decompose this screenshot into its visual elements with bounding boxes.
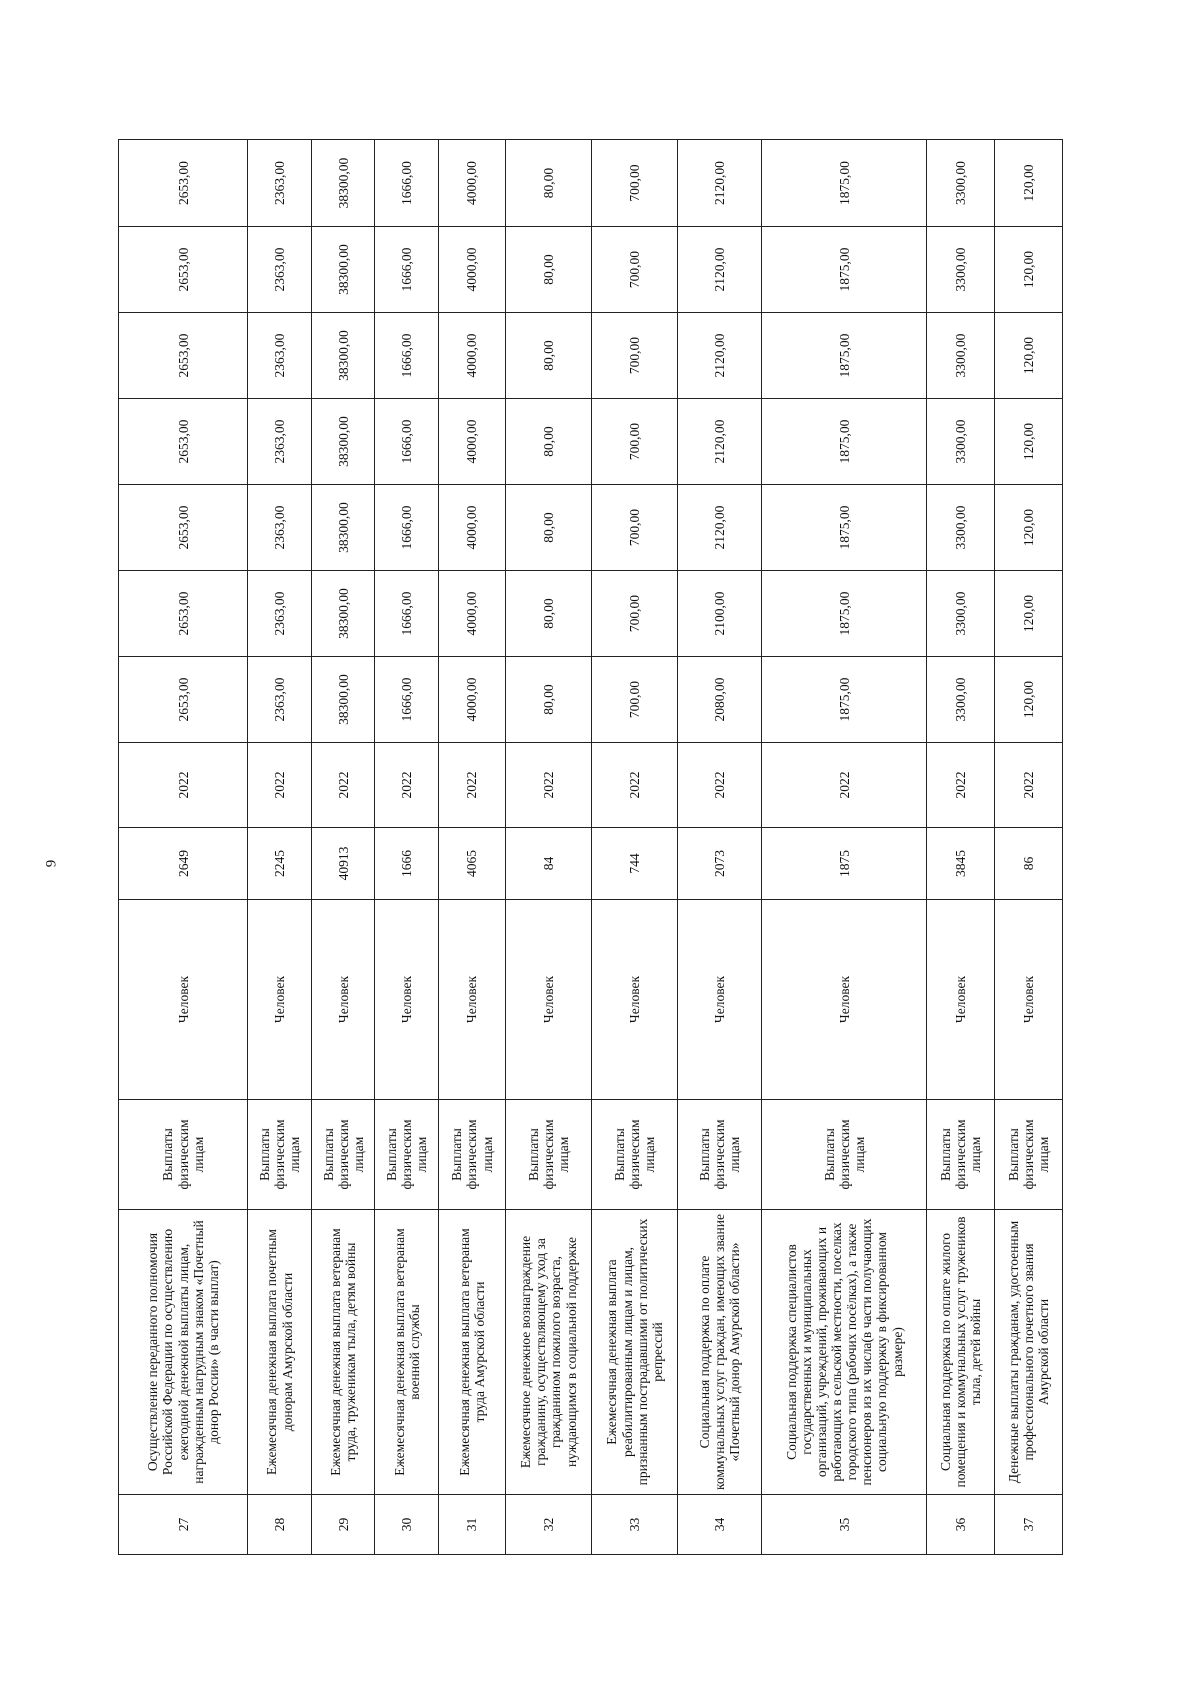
row-number-cell: 35 <box>762 1495 927 1555</box>
description-cell: Ежемесячная денежная выплата ветеранам труда Амурской области <box>439 1210 506 1495</box>
count-cell: 744 <box>592 828 678 900</box>
value-cell-v6: 80,00 <box>505 227 591 313</box>
year-cell: 2022 <box>248 743 312 828</box>
value-cell-v1: 2653,00 <box>119 657 248 743</box>
value-cell-v6: 2120,00 <box>678 227 762 313</box>
value-cell-v2: 38300,00 <box>311 571 375 657</box>
value-cell-v1: 2363,00 <box>248 657 312 743</box>
table-row <box>762 140 927 1555</box>
value-cell-v4: 2120,00 <box>678 399 762 485</box>
row-number-cell: 31 <box>439 1495 506 1555</box>
value-cell-v1: 2080,00 <box>678 657 762 743</box>
value-cell-v3: 700,00 <box>592 485 678 571</box>
payment-type-cell: Выплаты физическим лицам <box>505 1100 591 1210</box>
unit-cell: Человек <box>248 900 312 1100</box>
value-cell-v2: 3300,00 <box>927 571 995 657</box>
row-number-cell: 30 <box>375 1495 439 1555</box>
value-cell-v2: 2653,00 <box>119 571 248 657</box>
value-cell-v3: 1875,00 <box>762 485 927 571</box>
unit-cell: Человек <box>592 900 678 1100</box>
description-cell: Ежемесячная денежная выплата почетным донорам Амурской области <box>248 1210 312 1495</box>
row-number-cell: 34 <box>678 1495 762 1555</box>
unit-cell: Человек <box>311 900 375 1100</box>
year-cell: 2022 <box>592 743 678 828</box>
value-cell-v4: 2363,00 <box>248 399 312 485</box>
count-cell: 84 <box>505 828 591 900</box>
count-cell: 2649 <box>119 828 248 900</box>
value-cell-v1: 1666,00 <box>375 657 439 743</box>
value-cell-v7: 1666,00 <box>375 140 439 227</box>
value-cell-v5: 2363,00 <box>248 313 312 399</box>
value-cell-v1: 80,00 <box>505 657 591 743</box>
value-cell-v3: 80,00 <box>505 485 591 571</box>
row-number-cell: 27 <box>119 1495 248 1555</box>
table-row <box>248 140 312 1555</box>
value-cell-v1: 1875,00 <box>762 657 927 743</box>
value-cell-v6: 2653,00 <box>119 227 248 313</box>
value-cell-v4: 1875,00 <box>762 399 927 485</box>
unit-cell: Человек <box>375 900 439 1100</box>
unit-cell: Человек <box>762 900 927 1100</box>
description-cell: Осуществление переданного полномочия Российской Федерации по осуществлению ежегодной денежной выплаты лицам, награжденным нагрудным знаком «Почетный донор России» (в части выплат) <box>119 1210 248 1495</box>
table-row <box>119 140 248 1555</box>
year-cell: 2022 <box>678 743 762 828</box>
count-cell: 2245 <box>248 828 312 900</box>
unit-cell: Человек <box>995 900 1063 1100</box>
unit-cell: Человек <box>119 900 248 1100</box>
value-cell-v5: 1875,00 <box>762 313 927 399</box>
value-cell-v5: 120,00 <box>995 313 1063 399</box>
row-number-cell: 36 <box>927 1495 995 1555</box>
payment-type-cell: Выплаты физическим лицам <box>927 1100 995 1210</box>
value-cell-v5: 1666,00 <box>375 313 439 399</box>
payment-type-cell: Выплаты физическим лицам <box>119 1100 248 1210</box>
payment-type-cell: Выплаты физическим лицам <box>311 1100 375 1210</box>
value-cell-v7: 700,00 <box>592 140 678 227</box>
value-cell-v3: 120,00 <box>995 485 1063 571</box>
description-cell: Ежемесячная денежная выплата ветеранам военной службы <box>375 1210 439 1495</box>
value-cell-v5: 2653,00 <box>119 313 248 399</box>
value-cell-v5: 700,00 <box>592 313 678 399</box>
value-cell-v7: 2363,00 <box>248 140 312 227</box>
description-cell: Социальная поддержка по оплате коммунальных услуг граждан, имеющих звание «Почетный донор Амурской области» <box>678 1210 762 1495</box>
year-cell: 2022 <box>995 743 1063 828</box>
table-row <box>678 140 762 1555</box>
value-cell-v4: 700,00 <box>592 399 678 485</box>
description-cell: Ежемесячная денежная выплата реабилитированным лицам и лицам, признанным пострадавшими от политических репрессий <box>592 1210 678 1495</box>
description-cell: Социальная поддержка специалистов государственных и муниципальных организаций, учреждений, проживающих и работающих в сельской местности, поселках городского типа (рабочих посёлках), а также пенсионеров из их числа(в части получающих социальную поддержку в фиксированном размере) <box>762 1210 927 1495</box>
value-cell-v5: 80,00 <box>505 313 591 399</box>
value-cell-v3: 4000,00 <box>439 485 506 571</box>
payment-type-cell: Выплаты физическим лицам <box>439 1100 506 1210</box>
description-cell: Денежные выплаты гражданам, удостоенным профессионального почетного звания Амурской области <box>995 1210 1063 1495</box>
table-row <box>311 140 375 1555</box>
count-cell: 3845 <box>927 828 995 900</box>
payment-type-cell: Выплаты физическим лицам <box>762 1100 927 1210</box>
payment-type-cell: Выплаты физическим лицам <box>375 1100 439 1210</box>
year-cell: 2022 <box>927 743 995 828</box>
value-cell-v3: 2653,00 <box>119 485 248 571</box>
description-cell: Ежемесячное денежное вознаграждение гражданину, осуществляющему уход за гражданином пожилого возраста, нуждающимся в социальной поддержке <box>505 1210 591 1495</box>
value-cell-v6: 3300,00 <box>927 227 995 313</box>
value-cell-v1: 120,00 <box>995 657 1063 743</box>
value-cell-v6: 38300,00 <box>311 227 375 313</box>
value-cell-v2: 4000,00 <box>439 571 506 657</box>
value-cell-v6: 700,00 <box>592 227 678 313</box>
value-cell-v5: 2120,00 <box>678 313 762 399</box>
payment-type-cell: Выплаты физическим лицам <box>678 1100 762 1210</box>
rotated-table-container <box>118 140 1063 1555</box>
year-cell: 2022 <box>375 743 439 828</box>
value-cell-v4: 80,00 <box>505 399 591 485</box>
value-cell-v7: 38300,00 <box>311 140 375 227</box>
value-cell-v7: 120,00 <box>995 140 1063 227</box>
row-number-cell: 29 <box>311 1495 375 1555</box>
count-cell: 2073 <box>678 828 762 900</box>
row-number-cell: 28 <box>248 1495 312 1555</box>
value-cell-v7: 1875,00 <box>762 140 927 227</box>
value-cell-v7: 80,00 <box>505 140 591 227</box>
table-body <box>119 140 1063 1555</box>
unit-cell: Человек <box>678 900 762 1100</box>
value-cell-v1: 4000,00 <box>439 657 506 743</box>
description-cell: Социальная поддержка по оплате жилого помещения и коммунальных услуг тружеников тыла, детей войны <box>927 1210 995 1495</box>
value-cell-v4: 3300,00 <box>927 399 995 485</box>
value-cell-v7: 3300,00 <box>927 140 995 227</box>
unit-cell: Человек <box>439 900 506 1100</box>
table-row <box>439 140 506 1555</box>
value-cell-v6: 120,00 <box>995 227 1063 313</box>
value-cell-v2: 120,00 <box>995 571 1063 657</box>
count-cell: 4065 <box>439 828 506 900</box>
value-cell-v4: 38300,00 <box>311 399 375 485</box>
value-cell-v4: 1666,00 <box>375 399 439 485</box>
count-cell: 40913 <box>311 828 375 900</box>
value-cell-v3: 3300,00 <box>927 485 995 571</box>
value-cell-v3: 1666,00 <box>375 485 439 571</box>
page-number: 9 <box>43 859 60 868</box>
value-cell-v2: 1666,00 <box>375 571 439 657</box>
value-cell-v3: 2120,00 <box>678 485 762 571</box>
value-cell-v3: 38300,00 <box>311 485 375 571</box>
payment-type-cell: Выплаты физическим лицам <box>248 1100 312 1210</box>
value-cell-v6: 4000,00 <box>439 227 506 313</box>
table-row <box>927 140 995 1555</box>
row-number-cell: 33 <box>592 1495 678 1555</box>
table-row <box>375 140 439 1555</box>
value-cell-v1: 3300,00 <box>927 657 995 743</box>
value-cell-v2: 80,00 <box>505 571 591 657</box>
value-cell-v7: 2653,00 <box>119 140 248 227</box>
value-cell-v6: 1875,00 <box>762 227 927 313</box>
year-cell: 2022 <box>119 743 248 828</box>
value-cell-v2: 700,00 <box>592 571 678 657</box>
count-cell: 1666 <box>375 828 439 900</box>
value-cell-v7: 4000,00 <box>439 140 506 227</box>
value-cell-v1: 700,00 <box>592 657 678 743</box>
value-cell-v6: 1666,00 <box>375 227 439 313</box>
value-cell-v4: 120,00 <box>995 399 1063 485</box>
year-cell: 2022 <box>439 743 506 828</box>
value-cell-v2: 1875,00 <box>762 571 927 657</box>
payment-type-cell: Выплаты физическим лицам <box>592 1100 678 1210</box>
value-cell-v1: 38300,00 <box>311 657 375 743</box>
value-cell-v5: 4000,00 <box>439 313 506 399</box>
table-row <box>592 140 678 1555</box>
value-cell-v4: 4000,00 <box>439 399 506 485</box>
count-cell: 86 <box>995 828 1063 900</box>
payments-table <box>118 139 1063 1555</box>
row-number-cell: 37 <box>995 1495 1063 1555</box>
count-cell: 1875 <box>762 828 927 900</box>
year-cell: 2022 <box>311 743 375 828</box>
year-cell: 2022 <box>762 743 927 828</box>
value-cell-v2: 2100,00 <box>678 571 762 657</box>
value-cell-v4: 2653,00 <box>119 399 248 485</box>
value-cell-v6: 2363,00 <box>248 227 312 313</box>
payment-type-cell: Выплаты физическим лицам <box>995 1100 1063 1210</box>
description-cell: Ежемесячная денежная выплата ветеранам труда, труженикам тыла, детям войны <box>311 1210 375 1495</box>
table-row <box>505 140 591 1555</box>
value-cell-v2: 2363,00 <box>248 571 312 657</box>
year-cell: 2022 <box>505 743 591 828</box>
table-row <box>995 140 1063 1555</box>
value-cell-v5: 38300,00 <box>311 313 375 399</box>
value-cell-v3: 2363,00 <box>248 485 312 571</box>
unit-cell: Человек <box>505 900 591 1100</box>
unit-cell: Человек <box>927 900 995 1100</box>
value-cell-v7: 2120,00 <box>678 140 762 227</box>
value-cell-v5: 3300,00 <box>927 313 995 399</box>
row-number-cell: 32 <box>505 1495 591 1555</box>
